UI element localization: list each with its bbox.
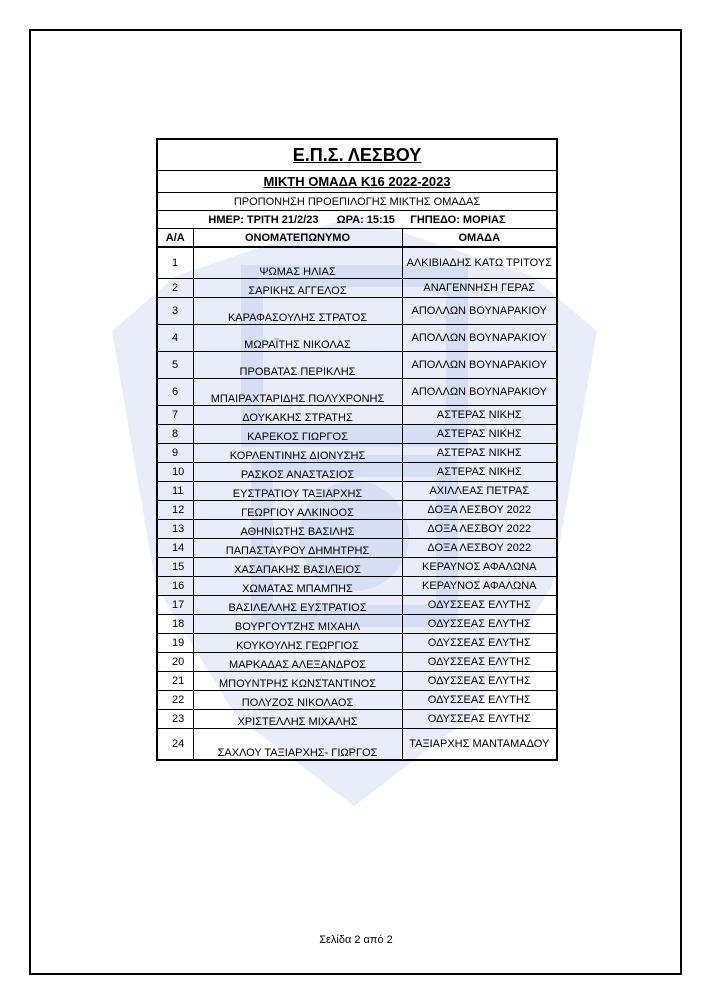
row-number: 12 (157, 501, 193, 520)
team-name: ΑΛΚΙΒΙΑΔΗΣ ΚΑΤΩ ΤΡΙΤΟΥΣ (402, 247, 557, 279)
table-row (157, 279, 557, 298)
row-number: 16 (157, 577, 193, 596)
table-row (157, 596, 557, 615)
column-header-num: Α/Α (157, 229, 193, 248)
player-name: ΑΘΗΝΙΩΤΗΣ ΒΑΣΙΛΗΣ (193, 520, 402, 539)
player-name: ΧΩΜΑΤΑΣ ΜΠΑΜΠΗΣ (193, 577, 402, 596)
team-name: ΟΔΥΣΣΕΑΣ ΕΛΥΤΗΣ (402, 710, 557, 729)
row-number: 17 (157, 596, 193, 615)
player-name: ΨΩΜΑΣ ΗΛΙΑΣ (193, 247, 402, 279)
player-name: ΒΟΥΡΓΟΥΤΖΗΣ ΜΙΧΑΗΛ (193, 615, 402, 634)
team-name: ΟΔΥΣΣΕΑΣ ΕΛΥΤΗΣ (402, 691, 557, 710)
player-name: ΧΡΙΣΤΕΛΛΗΣ ΜΙΧΑΛΗΣ (193, 710, 402, 729)
team-name: ΚΕΡΑΥΝΟΣ ΑΦΑΛΩΝΑ (402, 558, 557, 577)
row-number: 19 (157, 634, 193, 653)
team-name: ΚΕΡΑΥΝΟΣ ΑΦΑΛΩΝΑ (402, 577, 557, 596)
roster-table (156, 138, 558, 761)
team-name: ΑΣΤΕΡΑΣ ΝΙΚΗΣ (402, 425, 557, 444)
table-row (157, 425, 557, 444)
player-name: ΚΑΡΑΦΑΣΟΥΛΗΣ ΣΤΡΑΤΟΣ (193, 298, 402, 325)
table-row (157, 634, 557, 653)
row-number: 21 (157, 672, 193, 691)
row-number: 23 (157, 710, 193, 729)
player-name: ΔΟΥΚΑΚΗΣ ΣΤΡΑΤΗΣ (193, 406, 402, 425)
table-row (157, 298, 557, 325)
player-name: ΕΥΣΤΡΑΤΙΟΥ ΤΑΞΙΑΡΧΗΣ (193, 482, 402, 501)
row-number: 5 (157, 352, 193, 379)
row-number: 20 (157, 653, 193, 672)
table-row (157, 520, 557, 539)
row-number: 14 (157, 539, 193, 558)
table-row (157, 558, 557, 577)
row-number: 11 (157, 482, 193, 501)
player-name: ΓΕΩΡΓΙΟΥ ΑΛΚΙΝΟΟΣ (193, 501, 402, 520)
row-number: 1 (157, 247, 193, 279)
table-row (157, 710, 557, 729)
player-name: ΜΠΑΙΡΑΧΤΑΡΙΔΗΣ ΠΟΛΥΧΡΟΝΗΣ (193, 379, 402, 406)
table-row (157, 247, 557, 279)
team-name: ΟΔΥΣΣΕΑΣ ΕΛΥΤΗΣ (402, 672, 557, 691)
row-number: 24 (157, 729, 193, 761)
player-name: ΜΩΡΑΪΤΗΣ ΝΙΚΟΛΑΣ (193, 325, 402, 352)
table-row (157, 352, 557, 379)
table-row (157, 501, 557, 520)
table-row (157, 729, 557, 761)
player-name: ΡΑΣΚΟΣ ΑΝΑΣΤΑΣΙΟΣ (193, 463, 402, 482)
table-row (157, 577, 557, 596)
player-name: ΚΟΡΛΕΝΤΙΝΗΣ ΔΙΟΝΥΣΗΣ (193, 444, 402, 463)
row-number: 13 (157, 520, 193, 539)
team-name: ΟΔΥΣΣΕΑΣ ΕΛΥΤΗΣ (402, 596, 557, 615)
team-name: ΑΠΟΛΛΩΝ ΒΟΥΝΑΡΑΚΙΟΥ (402, 352, 557, 379)
column-header-team: ΟΜΑΔΑ (402, 229, 557, 248)
document-subtitle: ΜΙΚΤΗ ΟΜΑΔΑ Κ16 2022-2023 (157, 171, 557, 193)
player-name: ΧΑΣΑΠΑΚΗΣ ΒΑΣΙΛΕΙΟΣ (193, 558, 402, 577)
row-number: 2 (157, 279, 193, 298)
team-name: ΟΔΥΣΣΕΑΣ ΕΛΥΤΗΣ (402, 653, 557, 672)
row-number: 10 (157, 463, 193, 482)
table-row (157, 463, 557, 482)
team-name: ΔΟΞΑ ΛΕΣΒΟΥ 2022 (402, 539, 557, 558)
player-name: ΚΟΥΚΟΥΛΗΣ ΓΕΩΡΓΙΟΣ (193, 634, 402, 653)
team-name: ΑΣΤΕΡΑΣ ΝΙΚΗΣ (402, 463, 557, 482)
column-header-name: ΟΝΟΜΑΤΕΠΩΝΥΜΟ (193, 229, 402, 248)
team-name: ΑΣΤΕΡΑΣ ΝΙΚΗΣ (402, 444, 557, 463)
row-number: 4 (157, 325, 193, 352)
event-details: ΗΜΕΡ: ΤΡΙΤΗ 21/2/23 ΩΡΑ: 15:15 ΓΗΠΕΔΟ: ΜΟΡΙΑΣ (157, 211, 557, 229)
player-name: ΜΑΡΚΑΔΑΣ ΑΛΕΞΑΝΔΡΟΣ (193, 653, 402, 672)
player-name: ΣΑΡΙΚΗΣ ΑΓΓΕΛΟΣ (193, 279, 402, 298)
table-row (157, 444, 557, 463)
table-row (157, 379, 557, 406)
table-row (157, 615, 557, 634)
team-name: ΑΧΙΛΛΕΑΣ ΠΕΤΡΑΣ (402, 482, 557, 501)
player-name: ΒΑΣΙΛΕΛΛΗΣ ΕΥΣΤΡΑΤΙΟΣ (193, 596, 402, 615)
row-number: 18 (157, 615, 193, 634)
event-description: ΠΡΟΠΟΝΗΣΗ ΠΡΟΕΠΙΛΟΓΗΣ ΜΙΚΤΗΣ ΟΜΑΔΑΣ (157, 193, 557, 211)
team-name: ΑΣΤΕΡΑΣ ΝΙΚΗΣ (402, 406, 557, 425)
document-title: Ε.Π.Σ. ΛΕΣΒΟΥ (157, 139, 557, 171)
row-number: 22 (157, 691, 193, 710)
team-name: ΑΠΟΛΛΩΝ ΒΟΥΝΑΡΑΚΙΟΥ (402, 298, 557, 325)
player-name: ΠΟΛΥΖΟΣ ΝΙΚΟΛΑΟΣ (193, 691, 402, 710)
table-row (157, 672, 557, 691)
row-number: 9 (157, 444, 193, 463)
table-row (157, 406, 557, 425)
player-name: ΠΑΠΑΣΤΑΥΡΟΥ ΔΗΜΗΤΡΗΣ (193, 539, 402, 558)
team-name: ΔΟΞΑ ΛΕΣΒΟΥ 2022 (402, 501, 557, 520)
table-row (157, 691, 557, 710)
team-name: ΟΔΥΣΣΕΑΣ ΕΛΥΤΗΣ (402, 615, 557, 634)
team-name: ΟΔΥΣΣΕΑΣ ΕΛΥΤΗΣ (402, 634, 557, 653)
team-name: ΑΠΟΛΛΩΝ ΒΟΥΝΑΡΑΚΙΟΥ (402, 379, 557, 406)
player-name: ΠΡΟΒΑΤΑΣ ΠΕΡΙΚΛΗΣ (193, 352, 402, 379)
table-header-row (157, 229, 557, 248)
row-number: 15 (157, 558, 193, 577)
player-name: ΜΠΟΥΝΤΡΗΣ ΚΩΝΣΤΑΝΤΙΝΟΣ (193, 672, 402, 691)
table-row (157, 325, 557, 352)
row-number: 7 (157, 406, 193, 425)
row-number: 8 (157, 425, 193, 444)
player-name: ΚΑΡΕΚΟΣ ΓΙΩΡΓΟΣ (193, 425, 402, 444)
table-row (157, 482, 557, 501)
team-name: ΑΠΟΛΛΩΝ ΒΟΥΝΑΡΑΚΙΟΥ (402, 325, 557, 352)
table-row (157, 539, 557, 558)
player-name: ΣΑΧΛΟΥ ΤΑΞΙΑΡΧΗΣ- ΓΙΩΡΓΟΣ (193, 729, 402, 761)
team-name: ΑΝΑΓΕΝΝΗΣΗ ΓΕΡΑΣ (402, 279, 557, 298)
team-name: ΔΟΞΑ ΛΕΣΒΟΥ 2022 (402, 520, 557, 539)
row-number: 6 (157, 379, 193, 406)
row-number: 3 (157, 298, 193, 325)
team-name: ΤΑΞΙΑΡΧΗΣ ΜΑΝΤΑΜΑΔΟΥ (402, 729, 557, 761)
page-number: Σελίδα 2 από 2 (319, 934, 393, 946)
table-row (157, 653, 557, 672)
